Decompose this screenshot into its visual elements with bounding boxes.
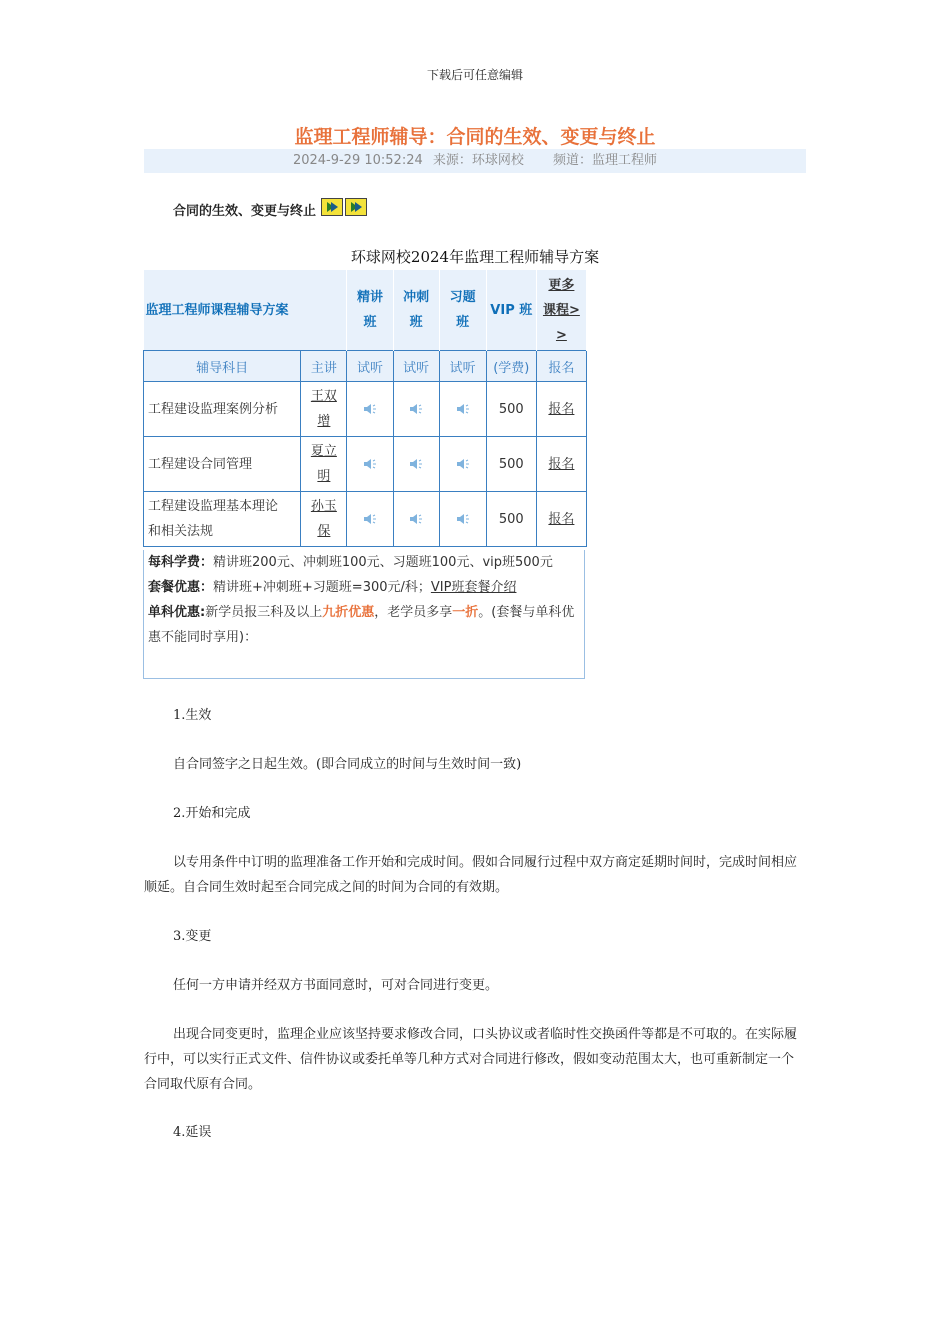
signup-link[interactable]: 报名 xyxy=(536,437,586,492)
subhead-text: 合同的生效、变更与终止 xyxy=(173,204,317,219)
page-title: 监理工程师辅导：合同的生效、变更与终止 xyxy=(294,126,656,148)
fee-value: 500 xyxy=(486,492,536,547)
pricing-notes xyxy=(143,550,585,679)
table-row xyxy=(144,437,587,492)
speaker-icon[interactable] xyxy=(393,492,439,547)
speaker-icon[interactable] xyxy=(393,437,439,492)
plan-title: 环球网校2024年监理工程师辅导方案 xyxy=(350,248,600,266)
fee-value: 500 xyxy=(486,382,536,437)
vip-package-link[interactable]: VIP班套餐介绍 xyxy=(430,580,517,595)
subject-name: 工程建设监理案例分析 xyxy=(144,382,301,437)
article-subhead xyxy=(173,200,367,219)
paragraph: 任何一方申请并经双方书面同意时，可对合同进行变更。 xyxy=(173,978,499,993)
col-teacher: 主讲 xyxy=(301,351,347,382)
subject-name: 工程建设监理基本理论 和相关法规 xyxy=(144,492,301,547)
header-plan-name: 监理工程师课程辅导方案 xyxy=(144,270,347,351)
section-heading-4: 4.延误 xyxy=(173,1125,212,1140)
meta-channel: 频道：监理工程师 xyxy=(553,153,658,168)
col-fee: (学费) xyxy=(486,351,536,382)
speaker-icon[interactable] xyxy=(439,382,486,437)
signup-link[interactable]: 报名 xyxy=(536,492,586,547)
meta-bar xyxy=(144,149,806,173)
paragraph: 以专用条件中订明的监理准备工作开始和完成时间。假如合同履行过程中双方商定延期时间时，完成时间相应顺延。自合同生效时起至合同完成之间的时间为合同的有效期。 xyxy=(144,855,798,895)
speaker-icon[interactable] xyxy=(439,492,486,547)
table-header-row xyxy=(144,270,587,351)
teacher-link[interactable]: 王双 增 xyxy=(301,382,347,437)
teacher-link[interactable]: 夏立 明 xyxy=(301,437,347,492)
table-row xyxy=(144,492,587,547)
speaker-icon[interactable] xyxy=(439,437,486,492)
header-exercise-class[interactable]: 习题 班 xyxy=(439,270,486,351)
fee-value: 500 xyxy=(486,437,536,492)
header-lecture-class[interactable]: 精讲 班 xyxy=(347,270,393,351)
speaker-icon[interactable] xyxy=(347,437,393,492)
more-courses-link[interactable]: 更多 课程> > xyxy=(536,270,586,351)
top-note: 下载后可任意编辑 xyxy=(426,68,523,82)
speaker-icon[interactable] xyxy=(393,382,439,437)
col-trial-3: 试听 xyxy=(439,351,486,382)
paragraph: 出现合同变更时，监理企业应该坚持要求修改合同，口头协议或者临时性交换函件等都是不可取的。在实际履行中，可以实行正式文件、信件协议或委托单等几种方式对合同进行修改，假如变动范围太大，也可重新制定一个合同取代原有合同。 xyxy=(144,1027,798,1092)
header-sprint-class[interactable]: 冲刺 班 xyxy=(393,270,439,351)
table-subheader-row xyxy=(144,351,587,382)
arrow-down-icon[interactable] xyxy=(321,198,343,216)
table-row xyxy=(144,382,587,437)
col-trial-1: 试听 xyxy=(347,351,393,382)
speaker-icon[interactable] xyxy=(347,492,393,547)
single-note: 单科优惠:新学员报三科及以上九折优惠，老学员多享一折。(套餐与单科优惠不能同时享用)： xyxy=(148,605,575,645)
section-heading-3: 3.变更 xyxy=(173,929,212,944)
subject-name: 工程建设合同管理 xyxy=(144,437,301,492)
arrow-down-icon-2[interactable] xyxy=(345,198,367,216)
teacher-link[interactable]: 孙玉 保 xyxy=(301,492,347,547)
fee-note: 每科学费：精讲班200元、冲刺班100元、习题班100元、vip班500元 xyxy=(148,555,553,570)
header-vip-class[interactable]: VIP 班 xyxy=(486,270,536,351)
col-subject: 辅导科目 xyxy=(144,351,301,382)
package-note: 套餐优惠：精讲班+冲刺班+习题班=300元/科；VIP班套餐介绍 xyxy=(148,580,517,595)
paragraph: 自合同签字之日起生效。(即合同成立的时间与生效时间一致) xyxy=(173,757,522,772)
signup-link[interactable]: 报名 xyxy=(536,382,586,437)
section-heading-2: 2.开始和完成 xyxy=(173,806,251,821)
speaker-icon[interactable] xyxy=(347,382,393,437)
meta-source: 来源：环球网校 xyxy=(432,153,524,168)
col-signup: 报名 xyxy=(536,351,586,382)
course-plan-table xyxy=(143,270,587,547)
meta-datetime: 2024-9-29 10:52:24 xyxy=(292,153,423,168)
section-heading-1: 1.生效 xyxy=(173,708,212,723)
col-trial-2: 试听 xyxy=(393,351,439,382)
